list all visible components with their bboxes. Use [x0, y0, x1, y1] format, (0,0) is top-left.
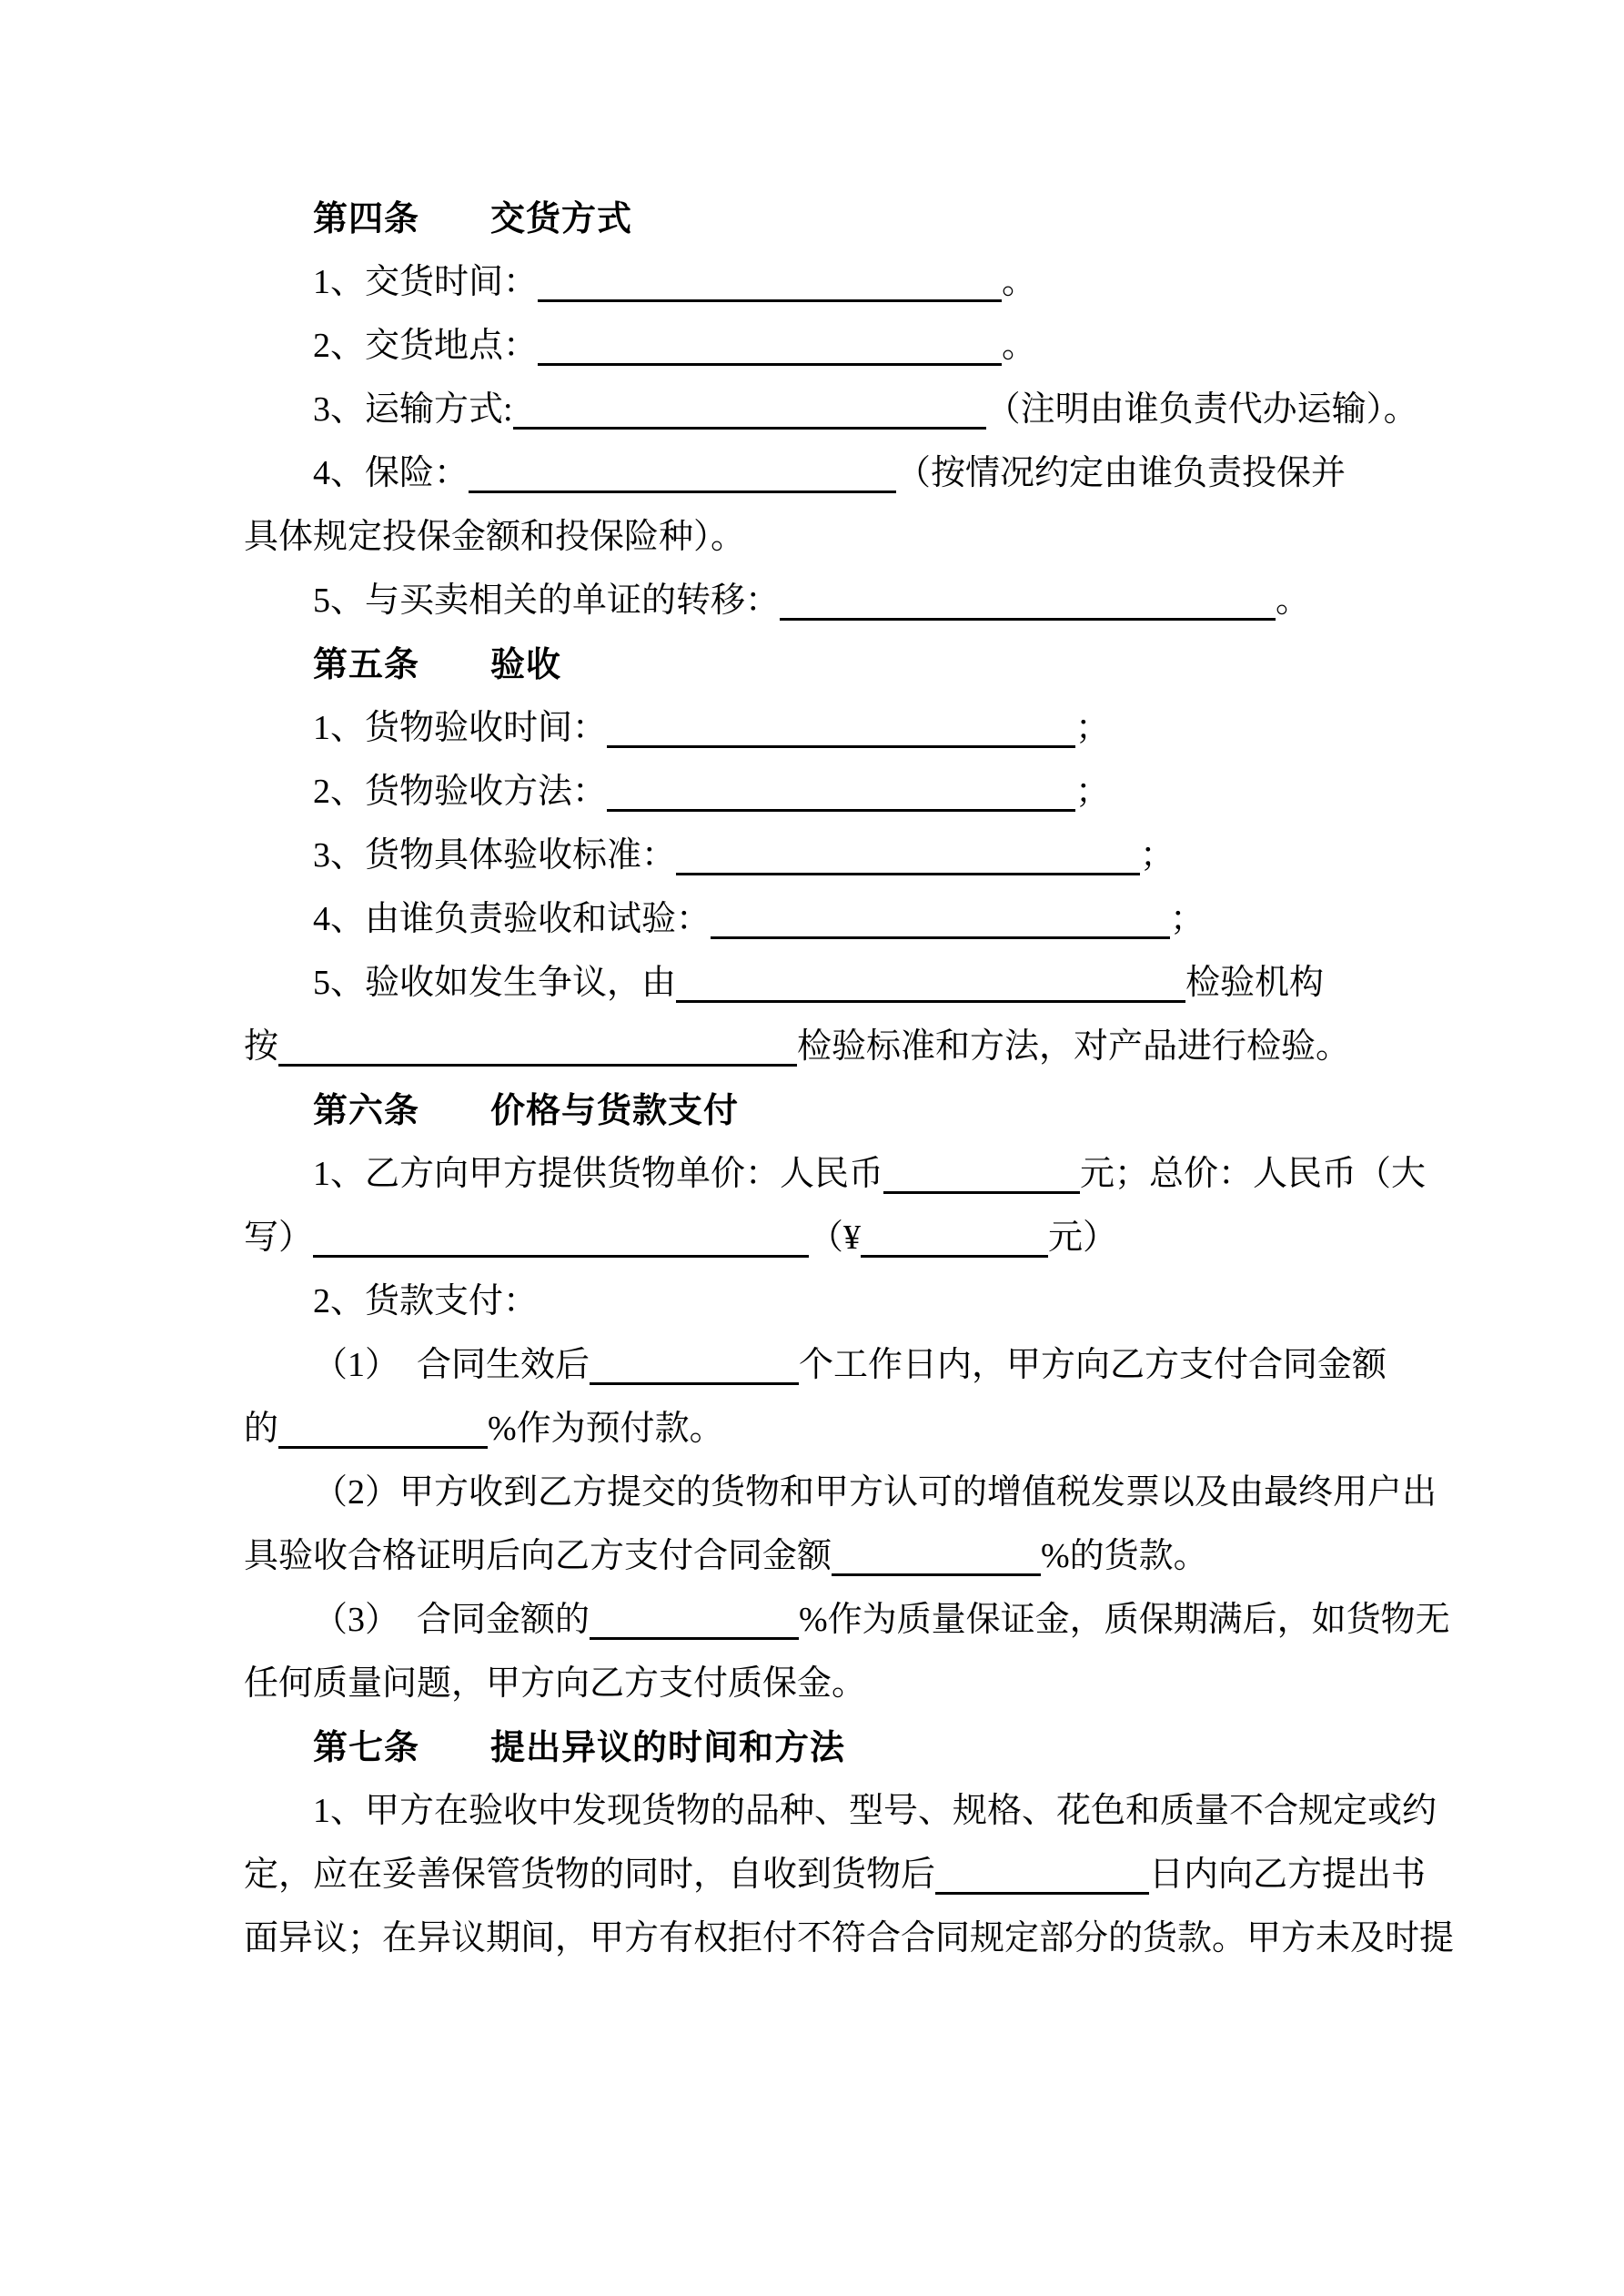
payment-3-line1	[244, 1588, 1450, 1652]
text-run: 4、由谁负责验收和试验：	[313, 900, 711, 938]
text-run: 2、货物验收方法：	[313, 773, 608, 811]
insurance-item-line1	[244, 441, 1381, 505]
text-run: 日内向乙方提出书	[1149, 1856, 1427, 1894]
article-7-heading	[244, 1715, 1381, 1779]
payment-1-line1	[244, 1333, 1387, 1397]
payment-1-line2	[244, 1397, 1381, 1461]
text-run: （2）甲方收到乙方提交的货物和甲方认可的增值税发票以及由最终用户出	[313, 1473, 1437, 1512]
inspection-standard-item	[244, 824, 1381, 887]
text-run: 1、乙方向甲方提供货物单价：人民币	[313, 1155, 884, 1193]
inspection-dispute-line1	[244, 951, 1381, 1015]
article-4-heading	[244, 187, 1381, 250]
text-run: 的	[244, 1410, 279, 1448]
text-run: 元；总价：人民币（大	[1080, 1155, 1427, 1193]
blank-field	[538, 363, 1002, 366]
text-run: 1、货物验收时间：	[313, 709, 608, 747]
text-run: %的货款。	[1041, 1537, 1208, 1575]
text-run: 定，应在妥善保管货物的同时，自收到货物后	[244, 1856, 936, 1894]
text-run: 第四条 交货方式	[313, 198, 633, 238]
text-run: 具体规定投保金额和投保险种）。	[244, 518, 746, 556]
inspection-dispute-line2	[244, 1015, 1381, 1078]
text-run: 。	[1002, 263, 1037, 301]
insurance-item-line2	[244, 505, 1381, 569]
text-run: %作为质量保证金，质保期满后，如货物无	[799, 1601, 1450, 1639]
text-run: （1） 合同生效后	[313, 1346, 590, 1384]
text-run: 3、运输方式:	[313, 390, 513, 429]
transport-mode-item	[244, 378, 1418, 441]
inspection-responsible-item	[244, 887, 1381, 951]
blank-field	[883, 1191, 1080, 1194]
blank-field	[676, 873, 1140, 875]
text-run: 个工作日内，甲方向乙方支付合同金额	[799, 1346, 1387, 1384]
text-run: 1、交货时间：	[313, 263, 539, 301]
text-run: 第七条 提出异议的时间和方法	[313, 1727, 846, 1767]
blank-field	[469, 491, 896, 493]
text-run: （3） 合同金额的	[313, 1601, 590, 1639]
objection-line2	[244, 1843, 1427, 1907]
delivery-place-item	[244, 314, 1381, 378]
text-run: 3、货物具体验收标准：	[313, 836, 677, 875]
blank-field	[780, 618, 1276, 621]
text-run: ；	[1075, 709, 1111, 747]
text-run: 第六条 价格与货款支付	[313, 1090, 740, 1130]
text-run: %作为预付款。	[488, 1410, 724, 1448]
text-run: 检验标准和方法，对产品进行检验。	[797, 1027, 1351, 1066]
blank-field	[676, 1000, 1185, 1003]
text-run: （注明由谁负责代办运输）。	[985, 390, 1418, 429]
text-run: （按情况约定由谁负责投保并	[896, 454, 1347, 492]
document-content	[244, 187, 1455, 1970]
payment-2-line1	[244, 1461, 1437, 1524]
blank-field	[590, 1382, 799, 1385]
text-run: 1、甲方在验收中发现货物的品种、型号、规格、花色和质量不合规定或约	[313, 1792, 1437, 1830]
documents-transfer-item	[244, 569, 1381, 632]
text-run: 2、交货地点：	[313, 327, 539, 365]
blank-field	[513, 427, 986, 430]
text-run: 5、与买卖相关的单证的转移：	[313, 582, 781, 620]
blank-field	[538, 299, 1002, 302]
blank-field	[590, 1637, 799, 1640]
text-run: 。	[1276, 582, 1311, 620]
text-run: 写）	[244, 1219, 314, 1257]
unit-price-line2	[244, 1206, 1381, 1269]
text-run: ；	[1075, 773, 1111, 811]
text-run: 2、货款支付：	[313, 1282, 539, 1320]
payment-2-line2	[244, 1524, 1381, 1588]
payment-3-line2	[244, 1652, 1381, 1715]
text-run: 任何质量问题，甲方向乙方支付质保金。	[244, 1664, 867, 1703]
article-6-heading	[244, 1078, 1381, 1142]
unit-price-line1	[244, 1142, 1427, 1206]
objection-line3	[244, 1907, 1455, 1970]
inspection-method-item	[244, 760, 1381, 824]
text-run: 。	[1002, 327, 1037, 365]
blank-field	[861, 1255, 1048, 1258]
text-run: 按	[244, 1027, 279, 1066]
text-run: 5、验收如发生争议，由	[313, 964, 677, 1002]
text-run: 检验机构	[1185, 964, 1325, 1002]
blank-field	[607, 809, 1075, 812]
blank-field	[313, 1255, 809, 1258]
text-run: 第五条 验收	[313, 644, 562, 684]
blank-field	[832, 1573, 1041, 1576]
text-run: ；	[1140, 836, 1175, 875]
article-5-heading	[244, 632, 1381, 696]
blank-field	[278, 1446, 488, 1449]
blank-field	[935, 1892, 1149, 1895]
payment-item	[244, 1269, 1381, 1333]
delivery-time-item	[244, 250, 1381, 314]
objection-line1	[244, 1779, 1437, 1843]
text-run: 面异议；在异议期间，甲方有权拒付不符合合同规定部分的货款。甲方未及时提	[244, 1919, 1455, 1957]
text-run: 具验收合格证明后向乙方支付合同金额	[244, 1537, 832, 1575]
blank-field	[607, 745, 1075, 748]
text-run: 元）	[1048, 1219, 1118, 1257]
text-run: 4、保险：	[313, 454, 469, 492]
text-run: （¥	[809, 1219, 862, 1257]
blank-field	[711, 936, 1170, 939]
inspection-time-item	[244, 696, 1381, 760]
text-run: ；	[1170, 900, 1205, 938]
blank-field	[278, 1064, 797, 1067]
